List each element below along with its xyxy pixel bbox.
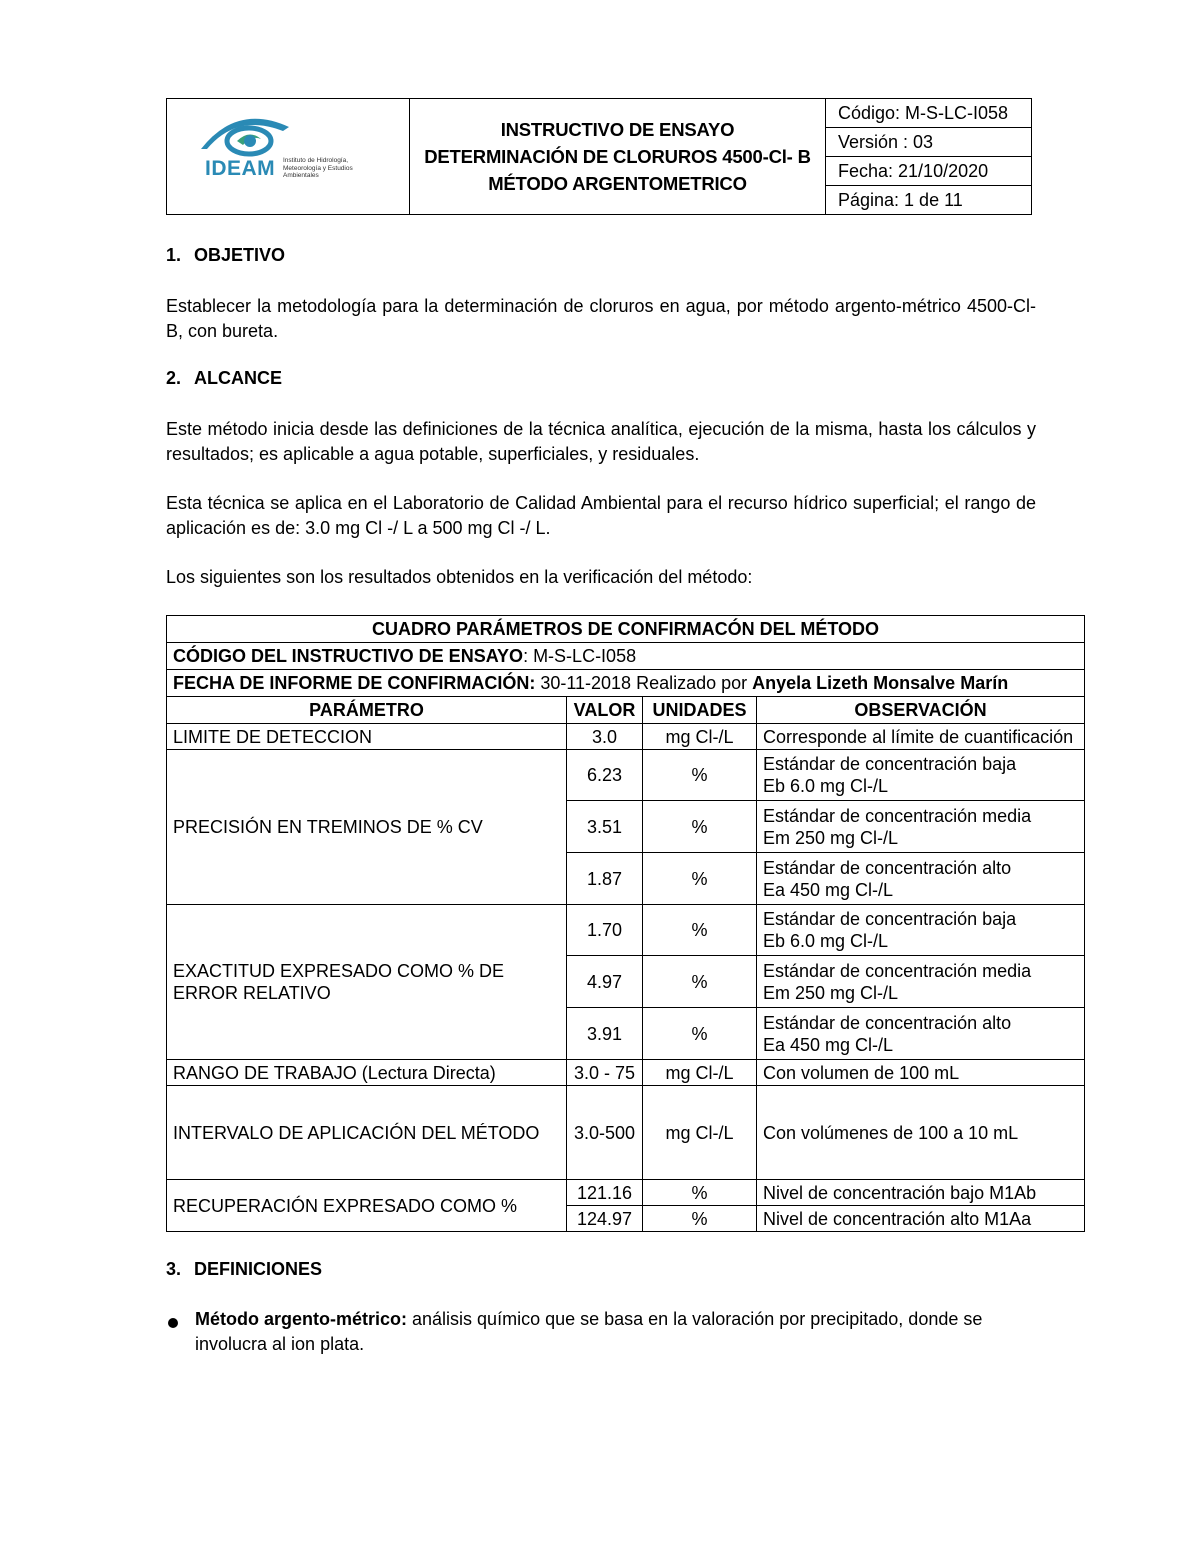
logo-wordmark: IDEAM: [205, 157, 276, 180]
column-header: VALOR: [567, 697, 643, 724]
section-heading-objetivo: [166, 245, 285, 266]
unidades-cell: %: [643, 853, 757, 905]
table-row: [167, 1060, 1085, 1086]
definition-term: Método argento-métrico:: [195, 1309, 408, 1329]
paragraph-objetivo: Establecer la metodología para la determinación de cloruros en agua, por método argento-métrico 4500-Cl- B, con bureta.: [166, 296, 1036, 341]
valor-cell: 3.91: [567, 1008, 643, 1060]
obs-line: Estándar de concentración baja: [763, 754, 1017, 774]
column-header: UNIDADES: [643, 697, 757, 724]
unidades-cell: %: [643, 956, 757, 1008]
meta-codigo: Código: M-S-LC-I058: [826, 99, 1031, 128]
section-heading-alcance: [166, 368, 282, 389]
section-heading-definiciones: [166, 1259, 322, 1280]
obs-cell: Nivel de concentración alto M1Aa: [757, 1206, 1085, 1232]
valor-cell: 121.16: [567, 1180, 643, 1206]
obs-cell: [757, 905, 1085, 956]
section-title: OBJETIVO: [194, 245, 286, 265]
param-cell: LIMITE DE DETECCION: [167, 724, 567, 750]
obs-cell: [757, 956, 1085, 1008]
valor-cell: 3.0-500: [567, 1086, 643, 1180]
unidades-cell: %: [643, 750, 757, 801]
date-value: 30-11-2018 Realizado por: [535, 673, 753, 693]
document-title: INSTRUCTIVO DE ENSAYO DETERMINACIÓN DE CLORUROS 4500-Cl- B MÉTODO ARGENTOMETRICO: [410, 99, 826, 214]
table-row: [167, 1086, 1085, 1180]
date-label: FECHA DE INFORME DE CONFIRMACIÓN:: [173, 673, 536, 693]
obs-cell: Nivel de concentración bajo M1Ab: [757, 1180, 1085, 1206]
obs-cell: [757, 750, 1085, 801]
paragraph-alcance-3: Los siguientes son los resultados obtenidos en la verificación del método:: [166, 567, 753, 587]
obs-line: Estándar de concentración baja: [763, 909, 1017, 929]
meta-version: Versión : 03: [826, 128, 1031, 157]
obs-line: Estándar de concentración media: [763, 805, 1032, 826]
valor-cell: 3.51: [567, 801, 643, 853]
obs-cell: [757, 1008, 1085, 1060]
table-date-cell: [167, 670, 1085, 697]
table-row: [167, 905, 1085, 956]
section-number: 2.: [166, 368, 182, 388]
table-row: [167, 750, 1085, 801]
section-number: 3.: [166, 1259, 182, 1279]
obs-cell: Corresponde al límite de cuantificación: [757, 724, 1085, 750]
obs-cell: [757, 801, 1085, 853]
author-name: Anyela Lizeth Monsalve Marín: [752, 673, 1009, 693]
table-header-row: [167, 697, 1085, 724]
paragraph-alcance-2: Esta técnica se aplica en el Laboratorio de Calidad Ambiental para el recurso hídrico superficial; el rango de aplicación es de: 3.0 mg Cl -/ L a 500 mg Cl -/ L.: [166, 493, 1036, 538]
unidades-cell: %: [643, 1008, 757, 1060]
valor-cell: 3.0 - 75: [567, 1060, 643, 1086]
obs-line: Ea 450 mg Cl-/L: [763, 1034, 894, 1055]
meta-pagina: Página: 1 de 11: [838, 189, 963, 210]
logo-cell: [167, 99, 410, 214]
ideam-logo-icon: [197, 109, 307, 161]
code-label: CÓDIGO DEL INSTRUCTIVO DE ENSAYO: [173, 646, 524, 666]
column-header: OBSERVACIÓN: [757, 697, 1085, 724]
unidades-cell: %: [643, 905, 757, 956]
unidades-cell: mg Cl-/L: [643, 1086, 757, 1180]
table-row: [167, 724, 1085, 750]
obs-line: Eb 6.0 mg Cl-/L: [763, 776, 889, 796]
table-row: [167, 1180, 1085, 1206]
table-row: [167, 643, 1085, 670]
table-row: [167, 670, 1085, 697]
document-header: [166, 98, 1032, 215]
bullet-icon: [168, 1318, 178, 1328]
definition-text: análisis químico que se basa en la valoración por precipitado, donde se involucra al ion plata.: [195, 1309, 983, 1354]
obs-line: Em 250 mg Cl-/L: [763, 827, 899, 848]
valor-cell: 1.87: [567, 853, 643, 905]
obs-cell: [757, 853, 1085, 905]
column-header: PARÁMETRO: [167, 697, 567, 724]
table-title: CUADRO PARÁMETROS DE CONFIRMACÓN DEL MÉTODO: [167, 616, 1085, 643]
param-cell: RECUPERACIÓN EXPRESADO COMO %: [167, 1180, 567, 1232]
valor-cell: 124.97: [567, 1206, 643, 1232]
obs-cell: Con volumen de 100 mL: [757, 1060, 1085, 1086]
obs-line: Ea 450 mg Cl-/L: [763, 879, 894, 900]
parameters-table: [166, 615, 1085, 1232]
obs-line: Em 250 mg Cl-/L: [763, 982, 899, 1003]
unidades-cell: %: [643, 1206, 757, 1232]
valor-cell: 1.70: [567, 905, 643, 956]
section-number: 1.: [166, 245, 182, 265]
section-title: DEFINICIONES: [194, 1259, 323, 1279]
logo-subtext: Instituto de Hidrología, Meteorología y Estudios Ambientales: [283, 157, 353, 179]
unidades-cell: %: [643, 1180, 757, 1206]
param-cell: PRECISIÓN EN TREMINOS DE % CV: [167, 750, 567, 905]
paragraph-alcance-1: Este método inicia desde las definiciones de la técnica analítica, ejecución de la misma, hasta los cálculos y resultados; es aplicable a agua potable, superficiales, y residuales.: [166, 419, 1036, 464]
unidades-cell: %: [643, 801, 757, 853]
unidades-cell: mg Cl-/L: [643, 724, 757, 750]
unidades-cell: mg Cl-/L: [643, 1060, 757, 1086]
obs-line: Eb 6.0 mg Cl-/L: [763, 931, 889, 951]
param-cell: INTERVALO DE APLICACIÓN DEL MÉTODO: [167, 1086, 567, 1180]
section-title: ALCANCE: [194, 368, 282, 388]
code-value: : M-S-LC-I058: [523, 646, 637, 666]
obs-line: Estándar de concentración alto: [763, 857, 1012, 878]
definition-item: [195, 1307, 1035, 1357]
valor-cell: 6.23: [567, 750, 643, 801]
table-code-cell: [167, 643, 1085, 670]
param-cell: RANGO DE TRABAJO (Lectura Directa): [167, 1060, 567, 1086]
meta-fecha: Fecha: 21/10/2020: [826, 157, 1031, 186]
document-meta: [826, 99, 1031, 214]
table-row: [167, 616, 1085, 643]
obs-line: Estándar de concentración alto: [763, 1012, 1012, 1033]
param-cell: EXACTITUD EXPRESADO COMO % DE ERROR RELATIVO: [167, 905, 567, 1060]
valor-cell: 4.97: [567, 956, 643, 1008]
valor-cell: 3.0: [567, 724, 643, 750]
obs-line: Estándar de concentración media: [763, 960, 1032, 981]
obs-cell: Con volúmenes de 100 a 10 mL: [757, 1086, 1085, 1180]
